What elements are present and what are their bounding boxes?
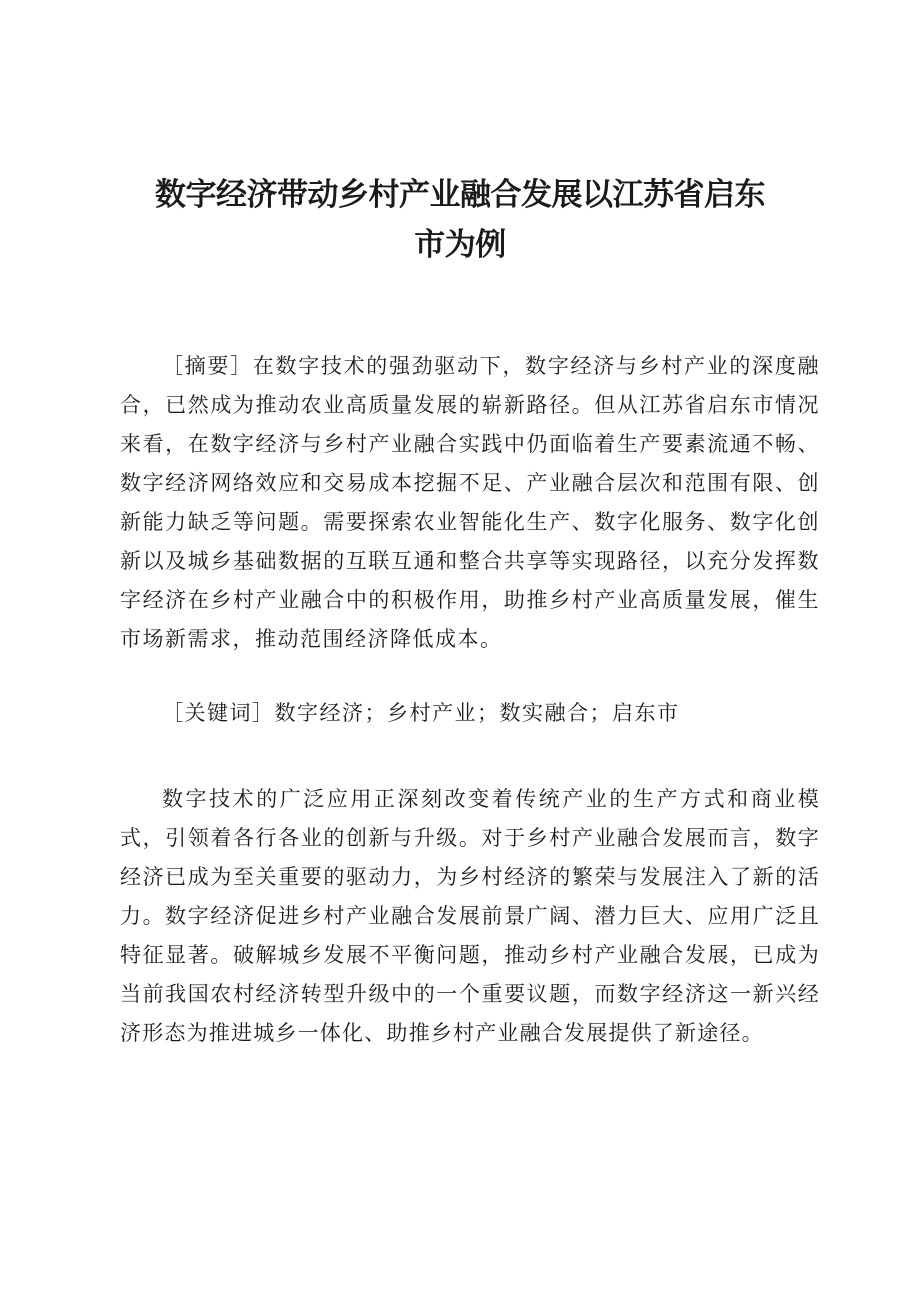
keywords-paragraph — [120, 694, 820, 733]
keywords-label: ［关键词］ — [162, 701, 275, 725]
abstract-label: ［摘要］ — [162, 354, 253, 378]
abstract-text: 在数字技术的强劲驱动下，数字经济与乡村产业的深度融合，已然成为推动农业高质量发展的崭新路径。但从江苏省启东市情况来看，在数字经济与乡村产业融合实践中仍面临着生产要素流通不畅、数字经济网络效应和交易成本挖掘不足、产业融合层次和范围有限、创新能力缺乏等问题。需要探索农业智能化生产、数字化服务、数字化创新以及城乡基础数据的互联互通和整合共享等实现路径，以充分发挥数字经济在乡村产业融合中的积极作用，助推乡村产业高质量发展，催生市场新需求，推动范围经济降低成本。 — [120, 354, 821, 651]
title-line-1: 数字经济带动乡村产业融合发展以江苏省启东 — [155, 177, 765, 213]
title-line-2: 市为例 — [414, 227, 506, 263]
document-title — [100, 170, 820, 270]
body-paragraph: 数字技术的广泛应用正深刻改变着传统产业的生产方式和商业模式，引领着各行各业的创新与升级。对于乡村产业融合发展而言，数字经济已成为至关重要的驱动力，为乡村经济的繁荣与发展注入了新的活力。数字经济促进乡村产业融合发展前景广阔、潜力巨大、应用广泛且特征显著。破解城乡发展不平衡问题，推动乡村产业融合发展，已成为当前我国农村经济转型升级中的一个重要议题，而数字经济这一新兴经济形态为推进城乡一体化、助推乡村产业融合发展提供了新途径。 — [120, 787, 820, 1045]
keywords-text: 数字经济；乡村产业；数实融合；启东市 — [274, 701, 680, 725]
abstract-paragraph — [120, 347, 820, 659]
